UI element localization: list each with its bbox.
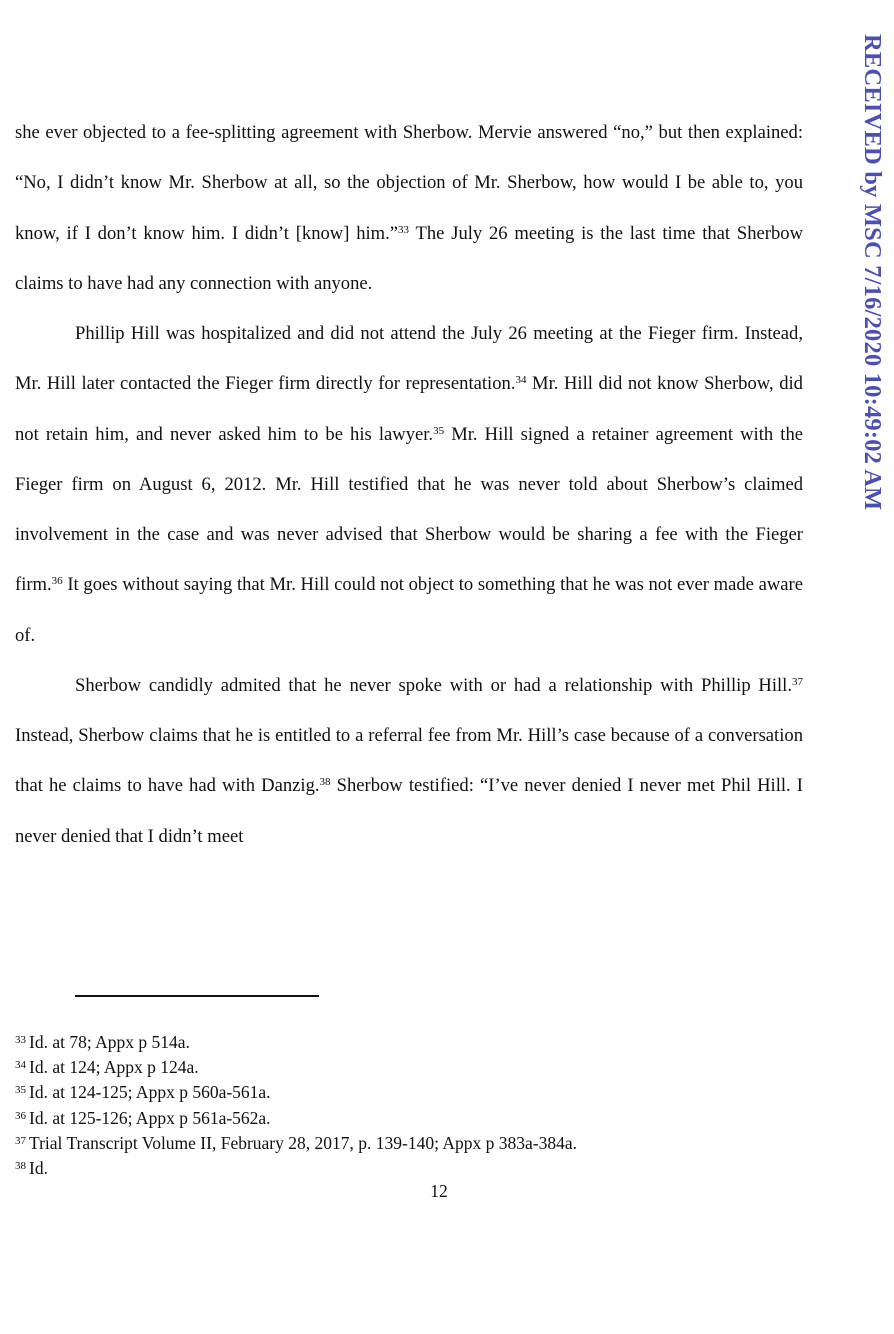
footnote-35	[15, 1080, 815, 1105]
footnote-34	[15, 1055, 815, 1080]
page-number: 12	[430, 1181, 448, 1201]
body-text	[15, 108, 803, 862]
footnote-ref-34[interactable]: 34	[515, 374, 527, 387]
footnote-36	[15, 1106, 815, 1131]
footnote-number: 35	[15, 1084, 26, 1097]
footnote-ref-36[interactable]: 36	[51, 575, 63, 588]
text-run: Sherbow testified: “I’ve never denied I never met Phil Hill. I never denied that I didn’t meet	[15, 775, 803, 847]
footnote-number: 37	[15, 1134, 26, 1147]
footnote-text: Trial Transcript Volume II, February 28, 2017, p. 139-140; Appx p 383a-384a.	[29, 1132, 577, 1153]
footnote-ref-33[interactable]: 33	[398, 223, 410, 236]
text-run: Mr. Hill signed a retainer agreement with the Fieger firm on August 6, 2012. Mr. Hill testified that he was never told about Sherbow’s claimed involvement in the case and was never advised that Sherbow would be sharing a fee with the Fieger firm.	[15, 423, 803, 596]
text-run: It goes without saying that Mr. Hill could not object to something that he was not ever made aware of.	[15, 574, 803, 646]
footnote-number: 33	[15, 1034, 26, 1046]
footnote-number: 36	[15, 1109, 26, 1122]
paragraph-2	[15, 309, 803, 661]
footnote-text: Id. at 78; Appx p 514a.	[29, 1032, 190, 1052]
footnote-ref-35[interactable]: 35	[433, 424, 445, 437]
text-run: Phillip Hill was hospitalized and did not attend the July 26 meeting at the Fieger firm. Instead, Mr. Hill later contacted the Fieger firm directly for representation.	[15, 323, 803, 395]
footnote-separator	[75, 995, 319, 997]
received-stamp: RECEIVED by MSC 7/16/2020 10:49:02 AM	[859, 34, 886, 511]
footnote-number: 38	[15, 1160, 26, 1173]
footnote-ref-38[interactable]: 38	[319, 776, 331, 789]
footnote-text: Id.	[29, 1158, 48, 1179]
footnote-37	[15, 1131, 815, 1156]
text-run: The July 26 meeting is the last time that Sherbow claims to have had any connection with anyone.	[15, 222, 803, 294]
paragraph-3	[15, 661, 803, 862]
footnote-text: Id. at 125-126; Appx p 561a-562a.	[29, 1107, 271, 1128]
text-run: Mr. Hill did not know Sherbow, did not retain him, and never asked him to be his lawyer.	[15, 373, 803, 445]
text-run: Sherbow candidly admited that he never spoke with or had a relationship with Phillip Hill.	[75, 674, 792, 696]
text-run: Instead, Sherbow claims that he is entitled to a referral fee from Mr. Hill’s case because of a conversation that he claims to have had with Danzig.	[15, 725, 803, 797]
footnote-33	[15, 1030, 815, 1055]
paragraph-1	[15, 108, 803, 309]
text-run: she ever objected to a fee-splitting agreement with Sherbow. Mervie answered “no,” but then explained: “No, I didn’t know Mr. Sherbow at all, so the objection of Mr. Sherbow, how would I be able to, you know, if I don’t know him. I didn’t [know] him.”	[15, 122, 803, 244]
footnote-text: Id. at 124; Appx p 124a.	[29, 1057, 199, 1078]
footnotes	[15, 1030, 815, 1181]
footnote-number: 34	[15, 1059, 26, 1072]
footnote-text: Id. at 124-125; Appx p 560a-561a.	[29, 1082, 271, 1103]
footnote-ref-37[interactable]: 37	[792, 675, 803, 688]
footnote-38	[15, 1156, 815, 1181]
